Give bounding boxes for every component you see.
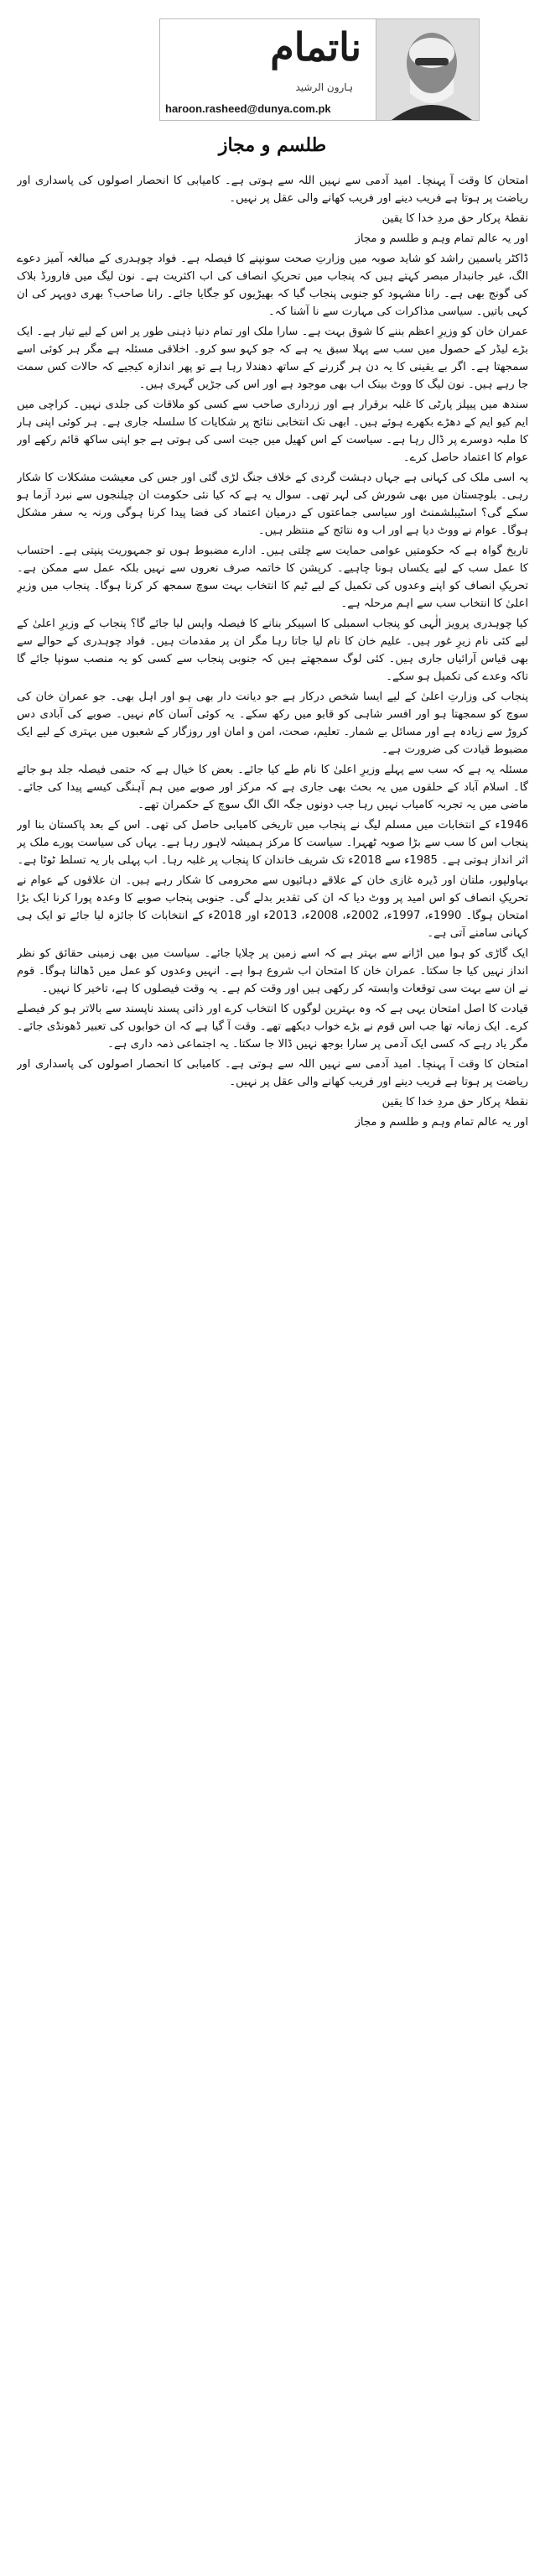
paragraph: یہ اسی ملک کی کہانی ہے جہاں دہشت گردی کے خلاف جنگ لڑی گئی اور جس کی معیشت مشکلات کا شکار رہی۔ بلوچستان میں بھی شورش کی لہر تھی۔ سوال یہ ہے کہ کیا نئی حکومت ان چیلنجوں سے نبرد آزما ہو سکے گی؟ اسٹیبلشمنٹ اور سیاسی جماعتوں کے درمیان اعتماد کی فضا پیدا کرنا ہوگی ورنہ یہ سفر مشکل ہوگا۔ عوام نے ووٹ دیا ہے اور اب وہ نتائج کے منتظر ہیں۔ (17, 472, 528, 537)
paragraph: کیا چوہدری پرویز الٰہی کو پنجاب اسمبلی کا اسپیکر بنانے کا فیصلہ واپس لیا جائے گا؟ پنجاب کے وزیرِ اعلیٰ کے لیے کئی نام زیرِ غور ہیں۔ علیم خان کا نام لیا جاتا رہا مگر ان پر مقدمات ہیں۔ فواد چوہدری کے حوالے سے بھی قیاس آرائیاں جاری ہیں۔ کئی لوگ سمجھتے ہیں کہ جنوبی پنجاب سے کسی کو یہ منصب سونپا جائے گا تاکہ وعدے کی تکمیل ہو سکے۔ (17, 618, 528, 683)
opening-paragraph: امتحان کا وقت آ پہنچا۔ امید آدمی سے نہیں اللہ سے ہوتی ہے۔ کامیابی کا انحصار اصولوں کی پاسداری اور ریاضت پر ہوتا ہے فریب دینے اور فریب کھانے والی عقل پر نہیں۔ (17, 175, 528, 205)
paragraph: ڈاکٹر یاسمین راشد کو شاید صوبہ میں وزارتِ صحت سونپنے کا فیصلہ ہے۔ فواد چوہدری کے مبالغہ آمیز دعوے الگ، غیر جانبدار مبصر کہتے ہیں کہ پنجاب میں تحریکِ انصاف کی اب اکثریت ہے۔ نون لیگ میں فارورڈ بلاک کی گونج بھی ہے۔ رانا مشہود کو جنوبی پنجاب گیا کہ بھیڑیوں کو جگایا جائے۔ رانا صاحب؟ بھری دوپہر کی ان کہی باتیں۔ سیاسی مذاکرات کی مہارت سے نا آشنا کہ۔ (17, 253, 528, 318)
paragraph: 1946ء کے انتخابات میں مسلم لیگ نے پنجاب میں تاریخی کامیابی حاصل کی تھی۔ اس کے بعد پاکستان بنا اور پنجاب اس کا سب سے بڑا صوبہ ٹھہرا۔ سیاست کا مرکز ہمیشہ لاہور رہا ہے۔ یہاں کی سیاست پورے ملک پر اثر انداز ہوتی ہے۔ 1985ء سے 2018ء تک شریف خاندان کا پنجاب پر غلبہ رہا۔ اب پہلی بار یہ تسلط ٹوٹا ہے۔ (17, 819, 528, 867)
paragraph: سندھ میں پیپلز پارٹی کا غلبہ برقرار ہے اور زرداری صاحب سے کسی کو ملاقات کی جلدی نہیں۔ کراچی میں ایم کیو ایم کے دھڑے بکھرے ہوئے ہیں۔ ابھی تک انتخابی نتائج پر شکایات کا سلسلہ جاری ہے۔ ہر کوئی اپنی ہار کا ملبہ دوسرے پر ڈال رہا ہے۔ سیاست کے اس کھیل میں جیت اسی کی ہوتی ہے جو اپنی ساکھ قائم رکھے اور عوام کا اعتماد حاصل کرے۔ (17, 399, 528, 464)
author-portrait (376, 19, 479, 120)
paragraph: عمران خان کو وزیرِ اعظم بننے کا شوق بہت ہے۔ سارا ملک اور تمام دنیا ذہنی طور پر اس کے لیے تیار ہے۔ ایک بڑے لیڈر کے حصول میں سب سے پہلا سبق یہ ہے کہ جو کہو سو کرو۔ اخلاقی مسئلہ ہے مگر ہر کوئی اسے سمجھتا ہے۔ اگر بے یقینی کا یہ دن ہر گزرنے کے ساتھ دھندلا رہا ہے تو پھر اندازہ کیجیے کہ حالات کس سمت جا رہے ہیں۔ نون لیگ کا ووٹ بینک اب بھی موجود ہے اور اس کی جڑیں گہری ہیں۔ (17, 326, 528, 391)
column-logo (159, 18, 480, 121)
paragraph: مسئلہ یہ ہے کہ سب سے پہلے وزیرِ اعلیٰ کا نام طے کیا جائے۔ بعض کا خیال ہے کہ حتمی فیصلہ جلد ہو جائے گا۔ اسلام آباد کے حلقوں میں یہ بحث بھی جاری ہے کہ مرکز اور صوبے میں ہم آہنگی کیسے پیدا کی جائے۔ ماضی میں یہ تجربہ کامیاب نہیں رہا جب دونوں جگہ الگ الگ سوچ کے حکمران تھے۔ (17, 764, 528, 811)
paragraph: تاریخ گواہ ہے کہ حکومتیں عوامی حمایت سے چلتی ہیں۔ ادارے مضبوط ہوں تو جمہوریت پنپتی ہے۔ احتساب کا عمل سب کے لیے یکساں ہونا چاہیے۔ کرپشن کا خاتمہ صرف نعروں سے نہیں بلکہ عمل سے ممکن ہے۔ تحریکِ انصاف کو اپنے وعدوں کی تکمیل کے لیے ٹیم کا انتخاب بہت سوچ سمجھ کر کرنا ہوگا۔ پنجاب میں وزیرِ اعلیٰ کا انتخاب سب سے اہم مرحلہ ہے۔ (17, 545, 528, 610)
paragraph: پنجاب کی وزارتِ اعلیٰ کے لیے ایسا شخص درکار ہے جو دیانت دار بھی ہو اور اہل بھی۔ جو عمران خان کی سوچ کو سمجھتا ہو اور افسر شاہی کو قابو میں رکھ سکے۔ یہ کوئی آسان کام نہیں۔ صوبے کی آبادی دس کروڑ سے زیادہ ہے اور مسائل بے شمار۔ تعلیم، صحت، امن و امان اور روزگار کے شعبوں میں بہتری کے لیے ایک مضبوط قیادت کی ضرورت ہے۔ (17, 691, 528, 756)
verse-line: نقطۂ پرکار حق مردِ خدا کا یقین (382, 212, 528, 225)
article-body (17, 172, 528, 2555)
verse-line: اور یہ عالم تمام وہم و طلسم و مجاز (355, 232, 528, 245)
paragraph: ایک گاڑی کو ہوا میں اڑانے سے بہتر ہے کہ اسے زمین پر چلایا جائے۔ سیاست میں بھی زمینی حقائق کو نظر انداز نہیں کیا جا سکتا۔ عمران خان کا امتحان اب شروع ہوا ہے۔ انہیں وعدوں کو عمل میں ڈھالنا ہوگا۔ قوم نے ان سے بہت سی توقعات وابستہ کر رکھی ہیں اور وقت کم ہے۔ یہ وقت فیصلوں کا ہے، تاخیر کا نہیں۔ (17, 947, 528, 995)
author-email[interactable]: haroon.rasheed@dunya.com.pk (165, 102, 331, 115)
closing-verse-line: نقطۂ پرکار حق مردِ خدا کا یقین (382, 1096, 528, 1108)
closing-verse-line: اور یہ عالم تمام وہم و طلسم و مجاز (355, 1116, 528, 1129)
author-name: ہارون الرشید (295, 81, 353, 93)
article-title: طلسم و مجاز (218, 134, 327, 156)
paragraph: بہاولپور، ملتان اور ڈیرہ غازی خان کے علاقے دہائیوں سے محرومی کا شکار رہے ہیں۔ ان علاقوں کے عوام نے تحریکِ انصاف کو اس امید پر ووٹ دیا کہ ان کی تقدیر بدلے گی۔ جنوبی پنجاب صوبے کا وعدہ پورا کرنا ایک بڑا امتحان ہوگا۔ 1990ء، 1997ء، 2002ء، 2008ء، 2013ء اور 2018ء کے انتخابات کا جائزہ لیا جائے تو ایک ہی کہانی سامنے آتی ہے۔ (17, 874, 528, 940)
paragraph: قیادت کا اصل امتحان یہی ہے کہ وہ بہترین لوگوں کا انتخاب کرے اور ذاتی پسند ناپسند سے بالاتر ہو کر فیصلے کرے۔ ایک زمانہ تھا جب اس قوم نے بڑے خواب دیکھے تھے۔ وقت آ گیا ہے کہ ان خوابوں کی تعبیر ڈھونڈی جائے۔ مگر یاد رہے کہ کسی ایک آدمی پر سارا بوجھ نہیں ڈالا جا سکتا۔ یہ اجتماعی ذمہ داری ہے۔ (17, 1003, 528, 1051)
column-masthead: ناتمام (270, 24, 361, 70)
author-portrait-image (376, 19, 479, 120)
closing-paragraph: امتحان کا وقت آ پہنچا۔ امید آدمی سے نہیں اللہ سے ہوتی ہے۔ کامیابی کا انحصار اصولوں کی پاسداری اور ریاضت پر ہوتا ہے فریب دینے اور فریب کھانے والی عقل پر نہیں۔ (17, 1058, 528, 1088)
